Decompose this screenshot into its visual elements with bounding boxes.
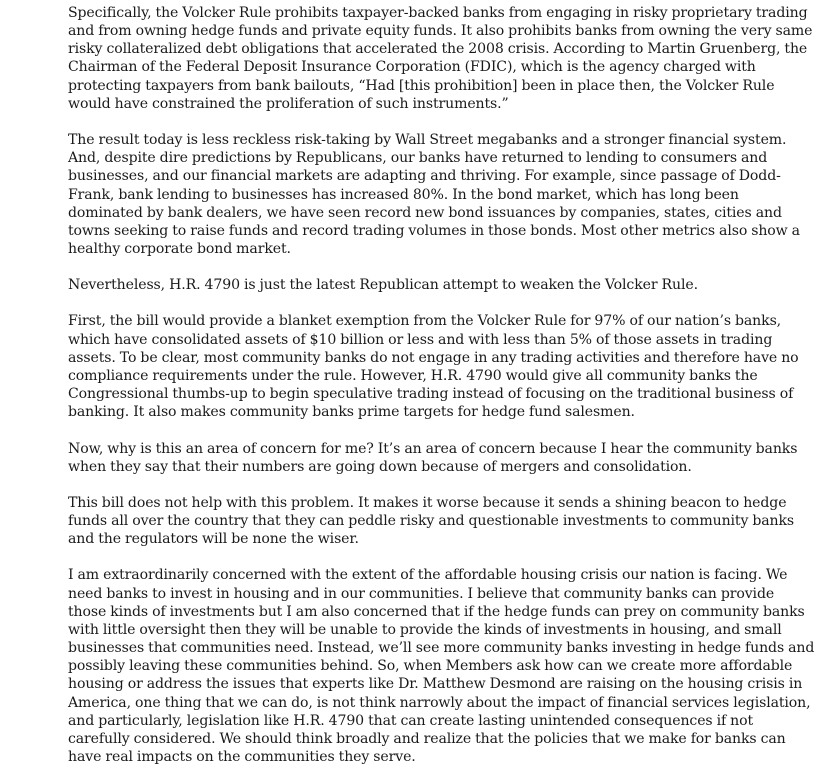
paragraph-hr4790-weaken: Nevertheless, H.R. 4790 is just the latest Republican attempt to weaken the Volcker Rule. [68,277,698,294]
paragraph-volcker-rule-prohibitions: Specifically, the Volcker Rule prohibits taxpayer-backed banks from engaging in risky proprietary trading and from owning hedge funds and private equity funds. It also prohibits banks from owning the very same risky collateralized debt obligations that accelerated the 2008 crisis. According to Martin Gruenberg, the Chairman of the Federal Deposit Insurance Corporation (FDIC), which is the agency charged with protecting taxpayers from bank bailouts, “Had [this prohibition] been in place then, the Volcker Rule would have constrained the proliferation of such instruments.” [68,5,813,112]
paragraph-blanket-exemption: First, the bill would provide a blanket exemption from the Volcker Rule for 97% of our nation’s banks, which have consolidated assets of $10 billion or less and with less than 5% of those assets in trading assets. To be clear, most community banks do not engage in any trading activities and therefore have no compliance requirements under the rule. However, H.R. 4790 would give all community banks the Congressional thumbs-up to begin speculative trading instead of focusing on the traditional business of banking. It also makes community banks prime targets for hedge fund salesmen. [68,313,799,421]
paragraph-bill-makes-worse: This bill does not help with this problem. It makes it worse because it sends a shining beacon to hedge funds all over the country that they can peddle risky and questionable investments to community banks and the regulators will be none the wiser. [68,494,795,548]
paragraph-area-of-concern: Now, why is this an area of concern for me? It’s an area of concern because I hear the community banks when they say that their numbers are going down because of mergers and consolidation. [68,440,798,475]
paragraph-affordable-housing: I am extraordinarily concerned with the extent of the affordable housing crisis our nation is facing. We need banks to invest in housing and in our communities. I believe that community banks can provide those kinds of investments but I am also concerned that if the hedge funds can prey on community banks with little oversight then they will be unable to provide the kinds of investments in housing, and small businesses that communities need. Instead, we’ll see more community banks investing in hedge funds and possibly leaving these communities behind. So, when Members ask how can we create more affordable housing or address the issues that experts like Dr. Matthew Desmond are raising on the housing crisis in America, one thing that we can do, is not think narrowly about the impact of financial services legislation, and particularly, legislation like H.R. 4790 that can create lasting unintended consequences if not carefully considered. We should think broadly and realize that the policies that we make for banks can have real impacts on the communities they serve. [68,567,815,766]
paragraph-results-today: The result today is less reckless risk-taking by Wall Street megabanks and a stronger financial system. And, despite dire predictions by Republicans, our banks have returned to lending to consumers and businesses, and our financial markets are adapting and thriving. For example, since passage of Dodd-Frank, bank lending to businesses has increased 80%. In the bond market, which has long been dominated by bank dealers, we have seen record new bond issuances by companies, states, cities and towns seeking to raise funds and record trading volumes in those bonds. Most other metrics also show a healthy corporate bond market. [68,132,800,257]
document-body [68,4,816,766]
